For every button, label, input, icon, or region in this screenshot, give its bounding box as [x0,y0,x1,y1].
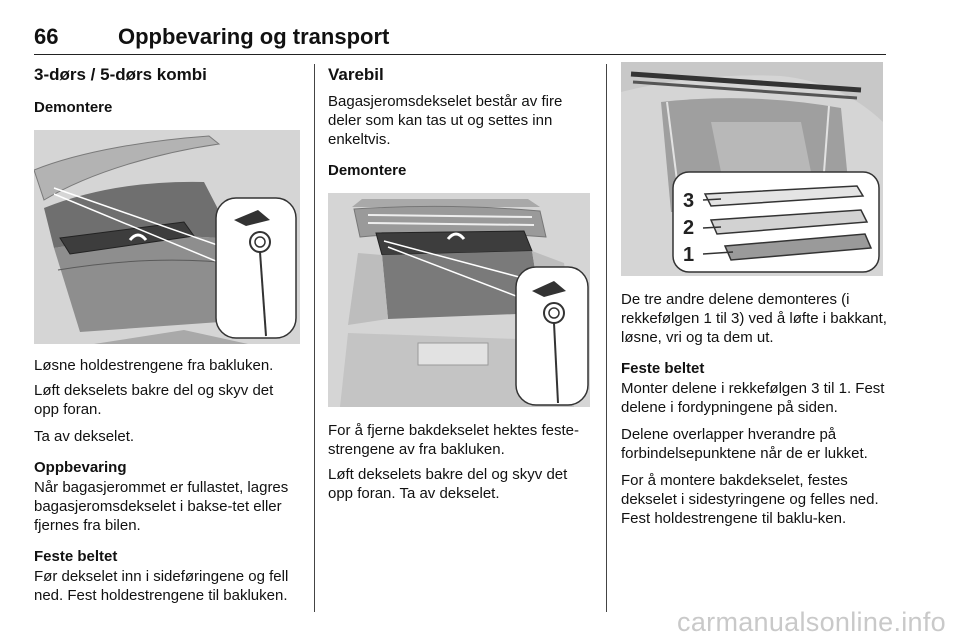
column-divider-1 [314,64,315,612]
subheading-fasten: Feste beltet [34,548,118,565]
paragraph-remove-parts: De tre andre delene demonteres (i rekkefølgen 1 til 3) ved å løfte i bakkant, løsne, vri og ta dem ut. [621,291,887,346]
section-heading-hatchback: 3-dørs / 5-dørs kombi [34,65,207,84]
column-hatchback [34,62,300,605]
subheading-storage: Oppbevaring [34,459,127,476]
subheading-remove: Demontere [34,99,113,116]
figure-hatchback-cover [34,130,300,344]
subheading-fasten-parts: Feste beltet [621,360,705,377]
section-heading-van: Varebil [328,65,384,84]
column-van [328,62,590,503]
paragraph-lift-remove: Løft dekselets bakre del og skyv det opp foran. Ta av dekselet. [328,466,568,502]
paragraph-van-intro: Bagasjeromsdekselet består av fire deler som kan tas ut og settes inn enkeltvis. [328,93,563,148]
page-header [34,18,886,55]
paragraph-mount-cover: For å montere bakdekselet, festes dekselet i sidestyringene og felles ned. Fest holdestrengene til baklu-ken. [621,472,879,527]
paragraph-unhook-straps: For å fjerne bakdekselet hektes feste-strengene av fra bakluken. [328,422,579,458]
paragraph-fasten: Før dekselet inn i sideføringene og fell ned. Fest holdestrengene til bakluken. [34,568,289,604]
paragraph-release-straps: Løsne holdestrengene fra bakluken. [34,357,274,374]
page-title: Oppbevaring og transport [118,24,390,49]
part-label-2: 2 [683,217,695,239]
paragraph-overlap: Delene overlapper hverandre på forbindelsepunktene når de er lukket. [621,426,868,462]
subheading-remove-van: Demontere [328,162,407,179]
column-divider-2 [606,64,607,612]
paragraph-mount-order: Monter delene i rekkefølgen 3 til 1. Fest delene i fordypningene på siden. [621,380,885,416]
paragraph-lift-cover: Løft dekselets bakre del og skyv det opp foran. [34,382,274,418]
figure-van-cover [328,193,590,407]
paragraph-storage: Når bagasjerommet er fullastet, lagres bagasjeromsdekselet i bakse-tet eller fjernes fra bilen. [34,479,289,534]
column-parts [621,62,889,528]
figure-cover-parts [621,62,883,276]
paragraph-remove-cover: Ta av dekselet. [34,428,135,445]
part-label-3: 3 [683,190,695,212]
watermark: carmanualsonline.info [677,607,946,637]
page-number: 66 [34,24,59,49]
part-label-1: 1 [683,244,695,266]
